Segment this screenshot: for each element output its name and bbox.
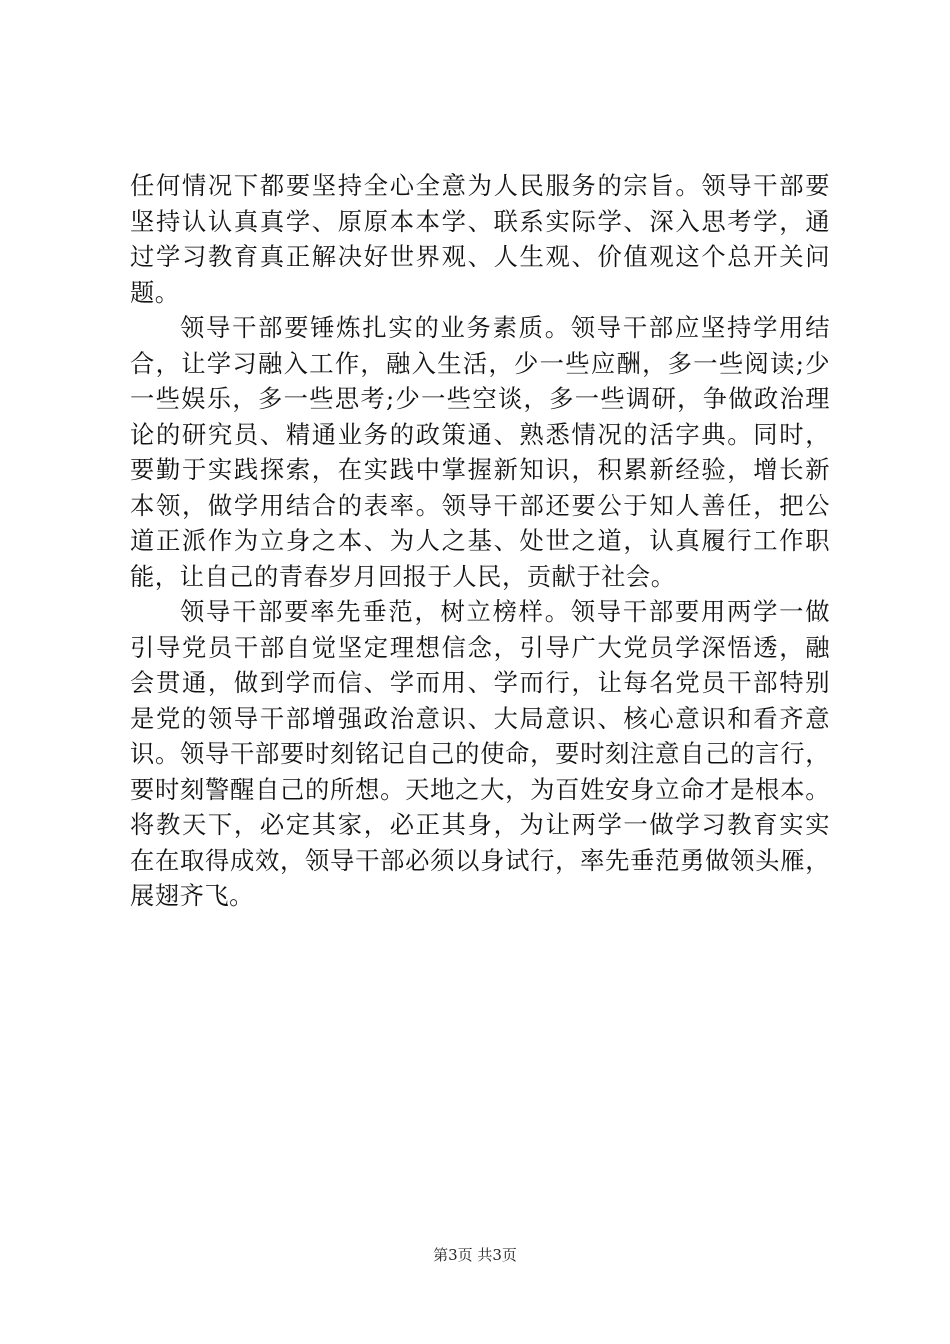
text-line: 识。领导干部要时刻铭记自己的使命，要时刻注意自己的言行，	[130, 739, 830, 768]
paragraph-1	[130, 168, 830, 310]
text-line: 本领，做学用结合的表率。领导干部还要公于知人善任，把公	[130, 490, 830, 520]
text-line: 坚持认认真真学、原原本本学、联系实际学、深入思考学，通	[130, 206, 830, 236]
text-line: 是党的领导干部增强政治意识、大局意识、核心意识和看齐意	[130, 703, 830, 733]
text-line: 论的研究员、精通业务的政策通、熟悉情况的活字典。同时，	[130, 419, 830, 449]
document-body	[130, 168, 830, 914]
paragraph-2	[130, 310, 830, 594]
page-number-label: 第3页 共3页	[433, 1246, 517, 1264]
text-line: 引导党员干部自觉坚定理想信念，引导广大党员学深悟透，融	[130, 632, 830, 662]
text-line: 领导干部要锤炼扎实的业务素质。领导干部应坚持学用结	[180, 313, 830, 342]
text-line: 要勤于实践探索，在实践中掌握新知识，积累新经验，增长新	[130, 455, 830, 484]
text-line: 任何情况下都要坚持全心全意为人民服务的宗旨。领导干部要	[130, 171, 830, 200]
text-line: 将教天下，必定其家，必正其身，为让两学一做学习教育实实	[130, 810, 830, 839]
text-line: 能，让自己的青春岁月回报于人民，贡献于社会。	[130, 561, 676, 591]
text-line: 道正派作为立身之本、为人之基、处世之道，认真履行工作职	[130, 526, 830, 555]
paragraph-3	[130, 594, 830, 914]
text-line: 一些娱乐，多一些思考;少一些空谈，多一些调研，争做政治理	[130, 384, 830, 413]
page-footer	[0, 1244, 950, 1265]
text-line: 题。	[130, 277, 180, 307]
text-line: 领导干部要率先垂范，树立榜样。领导干部要用两学一做	[180, 597, 830, 626]
text-line: 合，让学习融入工作，融入生活，少一些应酬，多一些阅读;少	[130, 348, 830, 378]
text-line: 要时刻警醒自己的所想。天地之大，为百姓安身立命才是根本。	[130, 774, 830, 804]
text-line: 过学习教育真正解决好世界观、人生观、价值观这个总开关问	[130, 242, 830, 271]
text-line: 在在取得成效，领导干部必须以身试行，率先垂范勇做领头雁，	[130, 845, 830, 875]
text-line: 展翅齐飞。	[130, 881, 254, 910]
text-line: 会贯通，做到学而信、学而用、学而行，让每名党员干部特别	[130, 668, 830, 697]
